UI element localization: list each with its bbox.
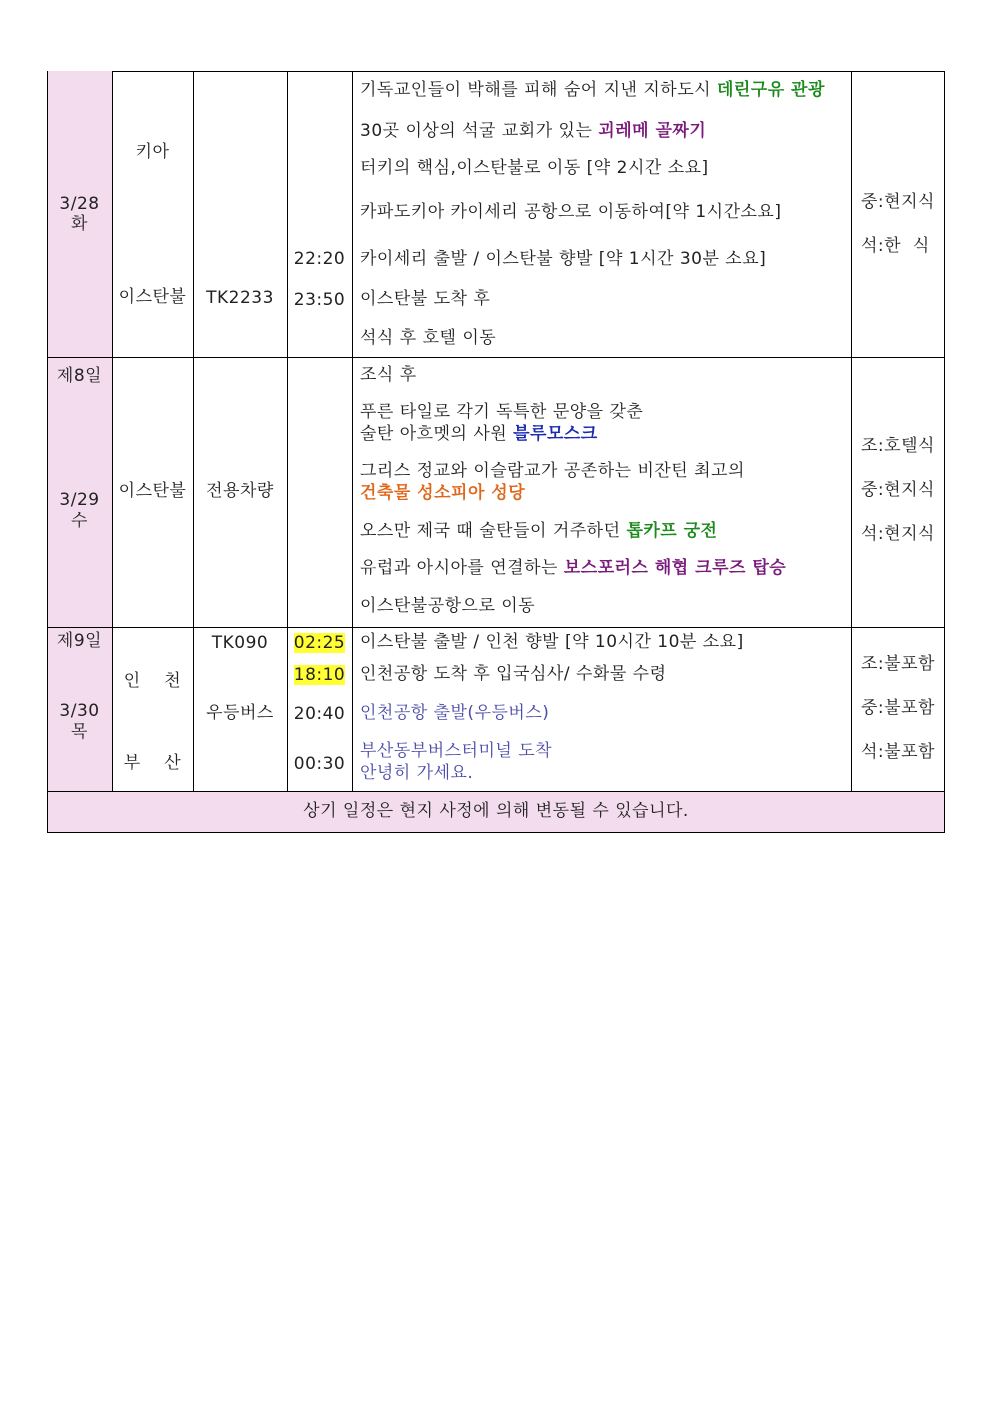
day8-city: 이스탄불	[118, 481, 187, 501]
day7-line-1: 기독교인들이 박해를 피해 숨어 지낸 지하도시 데린구유 관광	[360, 80, 825, 100]
day9-line-5: 안녕히 가세요.	[360, 763, 474, 783]
day9-meal-breakfast: 조:불포함	[861, 654, 935, 674]
day8-line-2: 푸른 타일로 각기 독특한 문양을 갖춘	[360, 402, 644, 422]
day7-time-1: 22:20	[293, 249, 346, 269]
day7-line-7: 석식 후 호텔 이동	[360, 328, 497, 348]
day9-bus: 우등버스	[206, 703, 274, 723]
day9-time-4: 00:30	[293, 754, 346, 774]
day8-label: 제8일	[56, 366, 103, 386]
day8-line-3: 술탄 아흐멧의 사원 블루모스크	[360, 424, 598, 444]
day7-meal-lunch: 중:현지식	[861, 192, 935, 212]
day8-line-5: 건축물 성소피아 성당	[360, 483, 526, 503]
day9-line-2: 인천공항 도착 후 입국심사/ 수화물 수령	[360, 664, 667, 684]
day8-line-8: 이스탄불공항으로 이동	[360, 596, 536, 616]
day8-weekday: 수	[71, 511, 88, 531]
day8-meal-dinner: 석:현지식	[861, 524, 935, 544]
day7-city-1: 키아	[135, 142, 170, 162]
day9-meal-dinner: 석:불포함	[861, 742, 935, 762]
day9-flight: TK090	[211, 633, 269, 653]
day7-date: 3/28	[59, 194, 100, 214]
day9-city-1: 인 천	[123, 671, 182, 691]
day9-line-4: 부산동부버스터미널 도착	[360, 741, 553, 761]
day7-line-6: 이스탄불 도착 후	[360, 289, 491, 309]
day8-line-1: 조식 후	[360, 365, 417, 385]
footer-notice: 상기 일정은 현지 사정에 의해 변동될 수 있습니다.	[303, 801, 689, 821]
day7-meal-dinner: 석:한 식	[861, 236, 930, 256]
day9-city-2: 부 산	[123, 753, 182, 773]
day9-line-1: 이스탄불 출발 / 인천 향발 [약 10시간 10분 소요]	[360, 632, 744, 652]
day9-line-3: 인천공항 출발(우등버스)	[360, 703, 550, 723]
day7-city-2: 이스탄불	[118, 287, 187, 307]
day7-flight: TK2233	[206, 288, 274, 308]
day8-line-4: 그리스 정교와 이슬람교가 공존하는 비잔틴 최고의	[360, 461, 745, 481]
day7-line-3: 터키의 핵심,이스탄불로 이동 [약 2시간 소요]	[360, 158, 709, 178]
day9-label: 제9일	[56, 631, 103, 651]
day7-line-4: 카파도키아 카이세리 공항으로 이동하여[약 1시간소요]	[360, 202, 782, 222]
itinerary-table	[47, 71, 945, 833]
day9-time-1: 02:25	[293, 633, 346, 653]
day8-transport: 전용차량	[206, 481, 274, 501]
day7-line-5: 카이세리 출발 / 이스탄불 향발 [약 1시간 30분 소요]	[360, 249, 767, 269]
day9-weekday: 목	[71, 722, 88, 742]
day8-line-6: 오스만 제국 때 술탄들이 거주하던 톱카프 궁전	[360, 521, 718, 541]
day9-date: 3/30	[59, 701, 100, 721]
day7-time-2: 23:50	[293, 290, 346, 310]
day9-time-2: 18:10	[293, 665, 346, 685]
day7-weekday: 화	[71, 214, 88, 234]
day7-line-2: 30곳 이상의 석굴 교회가 있는 괴레메 골짜기	[360, 121, 707, 141]
day9-meal-lunch: 중:불포함	[861, 698, 935, 718]
day8-meal-breakfast: 조:호텔식	[861, 436, 935, 456]
day8-date: 3/29	[59, 490, 100, 510]
day8-meal-lunch: 중:현지식	[861, 480, 935, 500]
day9-time-3: 20:40	[293, 704, 346, 724]
day8-line-7: 유럽과 아시아를 연결하는 보스포러스 해협 크루즈 탑승	[360, 558, 787, 578]
